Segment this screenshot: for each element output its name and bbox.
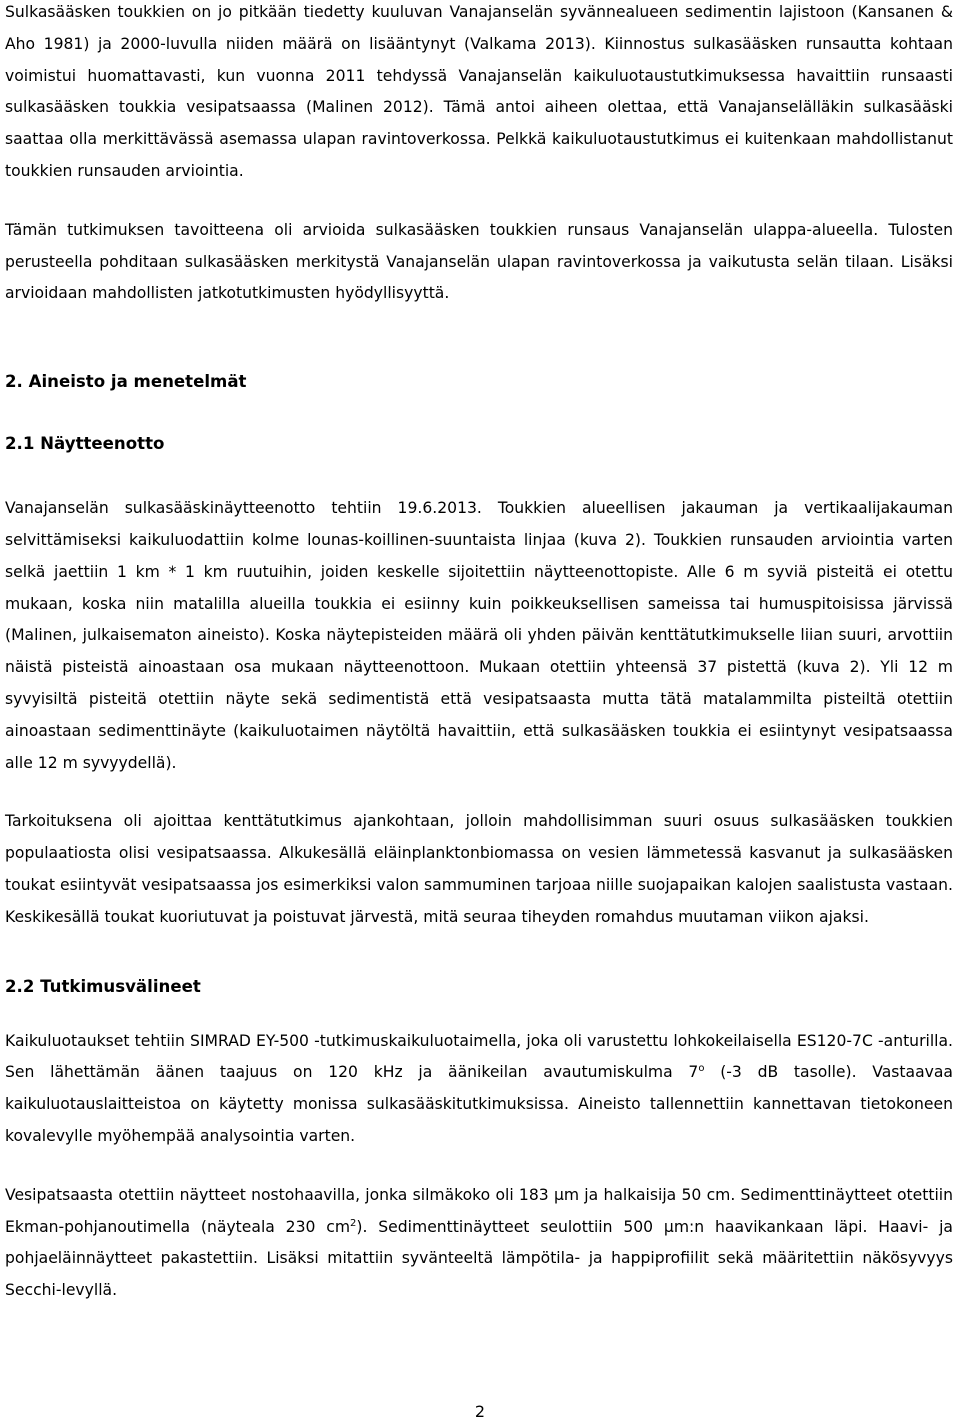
samples-paragraph bbox=[5, 1180, 953, 1307]
equipment-text-part-2: (-3 dB tasolle). Vastaavaa kaikuluotauslaitteistoa on käytetty monissa sulkasääskitutkimuksissa. Aineisto tallennettiin kannettavan tietokoneen kovalevylle myöhempää analysointia varten. bbox=[5, 1063, 953, 1145]
intro-paragraph-1: Sulkasääsken toukkien on jo pitkään tiedetty kuuluvan Vanajanselän syvännealueen sedimentin lajistoon (Kansanen & Aho 1981) ja 2000-luvulla niiden määrä on lisääntynyt (Valkama 2013). Kiinnostus sulkasääsken runsautta kohtaan voimistui huomattavasti, kun vuonna 2011 tehdyssä Vanajanselän kaikuluotaustutkimuksessa havaittiin runsaasti sulkasääsken toukkia vesipatsaassa (Malinen 2012). Tämä antoi aiheen olettaa, että Vanajanselälläkin sulkasääski saattaa olla merkittävässä asemassa ulapan ravintoverkossa. Pelkkä kaikuluotaustutkimus ei kuitenkaan mahdollistanut toukkien runsauden arviointia. bbox=[5, 3, 953, 180]
squared-superscript: 2 bbox=[350, 1217, 357, 1229]
spacer bbox=[5, 310, 953, 369]
timing-paragraph: Tarkoituksena oli ajoittaa kenttätutkimus ajankohtaan, jolloin mahdollisimman suuri osuus sulkasääsken toukkien populaatiosta olisi vesipatsaassa. Alkukesällä eläinplanktonbiomassa on vesien lämmetessä kasvanut ja sulkasääsken toukat esiintyvät vesipatsaassa jos esimerkiksi valon sammuminen tarjoaa niille suojapaikan kalojen saalistusta vastaan. Keskikesällä toukat kuoriutuvat ja poistuvat järvestä, mitä seuraa tiheyden romahdus muutaman viikon ajaksi. bbox=[5, 812, 953, 926]
subsection-heading-sampling: 2.1 Näytteenotto bbox=[5, 434, 165, 454]
spacer bbox=[5, 457, 953, 493]
page-number: 2 bbox=[474, 1402, 486, 1421]
subsection-heading-equipment: 2.2 Tutkimusvälineet bbox=[5, 976, 201, 996]
document-page bbox=[5, 0, 953, 1307]
spacer bbox=[5, 779, 953, 806]
section-heading-materials-methods: 2. Aineisto ja menetelmät bbox=[5, 372, 247, 392]
samples-text-part-2: ). Sedimenttinäytteet seulottiin 500 µm:n haavikankaan läpi. Haavi- ja pohjaeläinnäytteet pakastettiin. Lisäksi mitattiin syvänteeltä lämpötila- ja happiprofiilit sekä määritettiin näkösyvyys Secchi-levyllä. bbox=[5, 1217, 953, 1300]
spacer bbox=[5, 1153, 953, 1180]
intro-paragraph-2: Tämän tutkimuksen tavoitteena oli arvioida sulkasääsken toukkien runsaus Vanajanselän ulappa-alueella. Tulosten perusteella pohditaan sulkasääsken merkitystä Vanajanselän ulapan ravintoverkossa ja vaikutusta selän tilaan. Lisäksi arvioidaan mahdollisten jatkotutkimusten hyödyllisyyttä. bbox=[5, 220, 953, 303]
equipment-text-part-1: Kaikuluotaukset tehtiin SIMRAD EY-500 -tutkimuskaikuluotaimella, joka oli varustettu lohkokeilaisella ES120-7C -anturilla. Sen lähettämän äänen taajuus on 120 kHz ja äänikeilan avautumiskulma 7 bbox=[5, 1031, 953, 1082]
degree-superscript: o bbox=[698, 1063, 705, 1075]
samples-text-part-1: Vesipatsaasta otettiin näytteet nostohaavilla, jonka silmäkoko oli 183 µm ja halkaisija 50 cm. Sedimenttinäytteet otettiin Ekman-pohjanoutimella (näyteala 230 cm bbox=[5, 1185, 953, 1236]
spacer bbox=[5, 395, 953, 431]
sampling-paragraph: Vanajanselän sulkasääskinäytteenotto tehtiin 19.6.2013. Toukkien alueellisen jakauman ja vertikaalijakauman selvittämiseksi kaikuluodattiin kolme lounas-koillinen-suuntaista linjaa (kuva 2). Toukkien runsauden arviointia varten selkä jaettiin 1 km * 1 km ruutuihin, joiden keskelle sijoitettiin näytteenottopiste. Alle 6 m syviä pisteitä ei otettu mukaan, koska niin matalilla alueilla toukkia ei esiinny kuin poikkeuksellisen sameissa tai humuspitoisissa järvissä (Malinen, julkaisematon aineisto). Koska näytepisteiden määrä oli yhden päivän kenttätutkimukselle liian suuri, arvottiin näistä pisteistä ainoastaan osa mukaan näytteenottoon. Mukaan otettiin yhteensä 37 pistettä (kuva 2). Yli 12 m syvyisiltä pisteitä otettiin näyte sekä sedimentistä että vesipatsaasta mutta tätä matalammilta pisteiltä otettiin ainoastaan sedimenttinäyte (kaikuluotaimen näytöltä havaittiin, että sulkasääsken toukkia ei esiintynyt vesipatsaassa alle 12 m syvyydellä). bbox=[5, 499, 953, 772]
equipment-paragraph bbox=[5, 1026, 953, 1153]
spacer bbox=[5, 934, 953, 974]
spacer bbox=[5, 188, 953, 215]
spacer bbox=[5, 1000, 953, 1026]
